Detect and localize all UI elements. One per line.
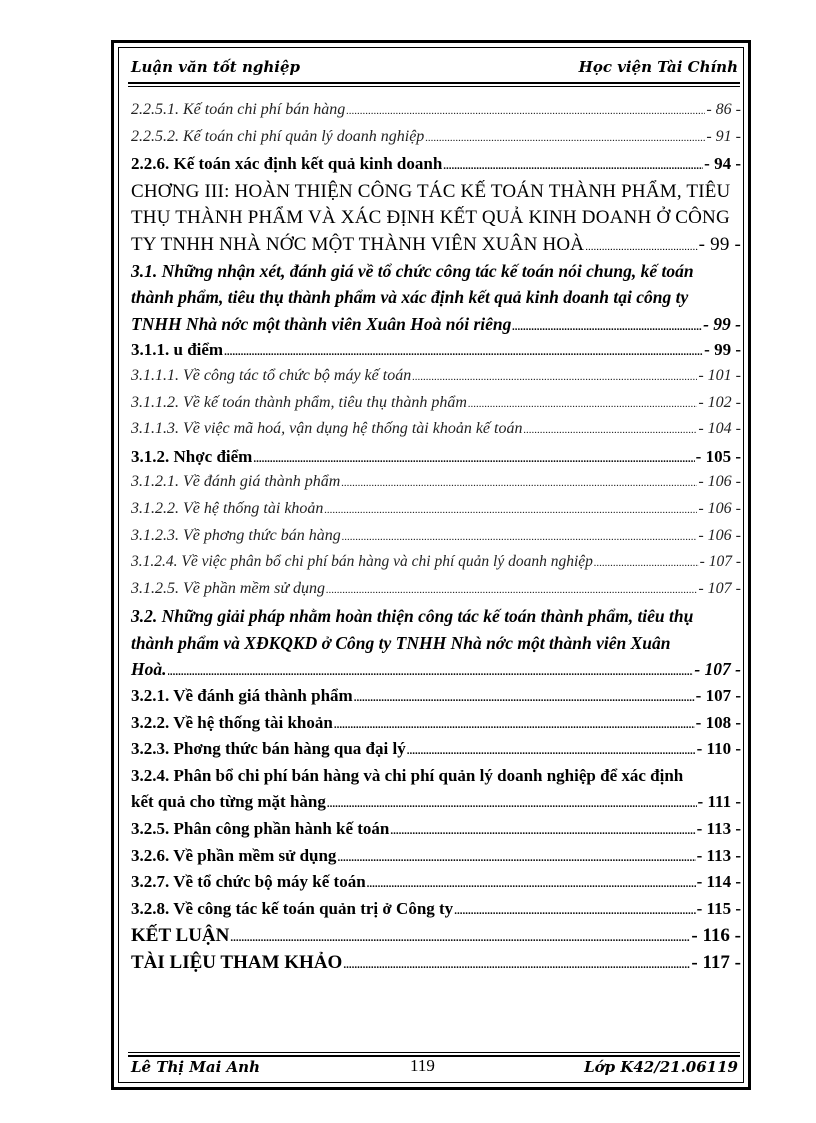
- toc-entry-page: - 99 -: [698, 233, 741, 255]
- toc-entry-page: - 99 -: [704, 340, 741, 360]
- toc-entry[interactable]: [131, 394, 741, 421]
- toc-entry-page: - 107 -: [699, 553, 741, 571]
- toc-leader: [230, 925, 690, 947]
- header-institution: Học viện Tài Chính: [578, 58, 738, 76]
- toc-leader: [523, 420, 697, 438]
- toc-entry[interactable]: [131, 686, 741, 713]
- toc-entry-title: 3.2.8. Về công tác kế toán quản trị ở Công ty: [131, 898, 454, 918]
- toc-entry-last-line: [131, 314, 741, 341]
- toc-entry[interactable]: [131, 367, 741, 394]
- toc-leader: [594, 553, 699, 571]
- toc-entry-page: - 107 -: [694, 659, 741, 680]
- toc-section-3-1[interactable]: [131, 261, 741, 341]
- toc-entry-line: 3.2. Những giải pháp nhằm hoàn thiện công tác kế toán thành phẩm, tiêu thụ: [131, 606, 694, 627]
- toc-leader: [168, 659, 694, 680]
- toc-entry-title: 2.2.5.1. Kế toán chi phí bán hàng: [131, 101, 346, 118]
- toc-entry-line: THỤ THÀNH PHẨM VÀ XÁC ĐỊNH KẾT QUẢ KINH DOANH Ở CÔNG: [131, 207, 730, 229]
- toc-entry-page: - 101 -: [698, 366, 741, 384]
- toc-entry-title: 2.2.6. Kế toán xác định kết quả kinh doanh: [131, 154, 443, 174]
- toc-leader: [412, 367, 697, 385]
- toc-entry[interactable]: [131, 739, 741, 766]
- toc-entry-title: 3.1.2. Nhợc điểm: [131, 446, 253, 466]
- toc-entry-page: - 106 -: [698, 499, 741, 517]
- toc-entry-page: - 86 -: [706, 101, 741, 118]
- toc-entry-page: - 99 -: [703, 313, 741, 334]
- toc-entry-page: - 106 -: [698, 473, 741, 491]
- toc-section-3-2[interactable]: [131, 606, 741, 686]
- toc-entry[interactable]: [131, 527, 741, 554]
- toc-entry-line: CHƠNG III: HOÀN THIỆN CÔNG TÁC KẾ TOÁN THÀNH PHẨM, TIÊU: [131, 180, 731, 202]
- toc-leader: [343, 952, 690, 974]
- toc-entry-title: 3.2.3. Phơng thức bán hàng qua đại lý: [131, 739, 406, 759]
- toc-entry-page: - 102 -: [698, 393, 741, 411]
- toc-leader: [224, 340, 703, 360]
- toc-entry-page: - 94 -: [704, 154, 741, 174]
- toc-entry-page: - 91 -: [706, 127, 741, 145]
- toc-entry-page: - 115 -: [696, 898, 741, 918]
- toc-leader: [334, 713, 695, 733]
- toc-entry[interactable]: [131, 500, 741, 527]
- toc-leader: [346, 101, 705, 119]
- toc-leader: [407, 739, 696, 759]
- toc-entry-title: 3.2.2. Về hệ thống tài khoản: [131, 712, 333, 732]
- toc-entry[interactable]: [131, 473, 741, 500]
- toc-entry-page: - 108 -: [695, 712, 741, 732]
- toc-entry-page: - 117 -: [691, 952, 741, 973]
- footer-author: Lê Thị Mai Anh: [131, 1058, 260, 1076]
- toc-entry[interactable]: [131, 128, 741, 155]
- toc-entry[interactable]: [131, 447, 741, 474]
- toc-entry-page: - 113 -: [696, 845, 741, 865]
- header-divider: [128, 82, 740, 84]
- header-divider-thin: [128, 86, 740, 87]
- toc-entry-title: 3.1.1. u điểm: [131, 340, 224, 360]
- toc-leader: [425, 128, 705, 146]
- toc-leader: [341, 473, 697, 491]
- toc-entry-title: 3.1.2.5. Về phần mềm sử dụng: [131, 579, 326, 597]
- toc-entry-line: 3.2.4. Phân bổ chi phí bán hàng và chi phí quản lý doanh nghiệp để xác định: [131, 765, 684, 785]
- toc-entry-title: 3.1.2.4. Về việc phân bổ chi phí bán hàng và chi phí quản lý doanh nghiệp: [131, 553, 593, 571]
- toc-entry-page: - 111 -: [697, 792, 741, 812]
- toc-leader: [337, 846, 695, 866]
- toc-leader: [342, 527, 698, 545]
- toc-entry-title: 3.1.1.1. Về công tác tổ chức bộ máy kế toán: [131, 366, 412, 384]
- toc-entry-title: 3.1.1.3. Về việc mã hoá, vận dụng hệ thống tài khoản kế toán: [131, 420, 523, 438]
- toc-entry[interactable]: [131, 713, 741, 740]
- toc-entry-page: - 110 -: [696, 739, 741, 759]
- footer-page-number: 119: [410, 1056, 435, 1075]
- toc-entry-title: TY TNHH NHÀ NỚC MỘT THÀNH VIÊN XUÂN HOÀ: [131, 233, 585, 255]
- toc-entry[interactable]: [131, 899, 741, 926]
- toc-entry-title: KẾT LUẬN: [131, 925, 230, 947]
- toc-entry-title: kết quả cho từng mặt hàng: [131, 792, 326, 812]
- toc-entry-title: 3.1.2.3. Về phơng thức bán hàng: [131, 526, 341, 544]
- toc-leader: [354, 686, 695, 706]
- toc-entry[interactable]: [131, 846, 741, 873]
- header-thesis-title: Luận văn tốt nghiệp: [131, 58, 300, 76]
- toc-entry[interactable]: [131, 420, 741, 447]
- toc-leader: [253, 447, 694, 467]
- toc-leader: [324, 500, 697, 518]
- toc-leader: [443, 154, 703, 174]
- toc-entry-last-line: [131, 792, 741, 819]
- toc-entry-page: - 105 -: [695, 446, 741, 466]
- toc-entry-title: Hoà.: [131, 659, 167, 680]
- toc-entry[interactable]: [131, 340, 741, 367]
- toc-leader: [454, 899, 695, 919]
- toc-leader: [585, 234, 697, 256]
- toc-leader: [327, 792, 697, 812]
- toc-entry-title: 3.1.2.2. Về hệ thống tài khoản: [131, 499, 324, 517]
- toc-leader: [512, 314, 702, 335]
- toc-leader: [390, 819, 695, 839]
- toc-chapter-3[interactable]: [131, 181, 741, 261]
- toc-entry[interactable]: [131, 553, 741, 580]
- toc-entry-title: TÀI LIỆU THAM KHẢO: [131, 952, 343, 973]
- toc-entry[interactable]: [131, 580, 741, 607]
- toc-entry-page: - 116 -: [691, 925, 741, 947]
- toc-entry-title: 3.2.5. Phân công phần hành kế toán: [131, 819, 390, 839]
- toc-entry[interactable]: [131, 952, 741, 979]
- toc-entry-line: thành phẩm và XĐKQKD ở Công ty TNHH Nhà nớc một thành viên Xuân: [131, 632, 671, 653]
- toc-leader: [468, 394, 697, 412]
- toc-entry[interactable]: [131, 101, 741, 128]
- toc-entry-line: thành phẩm, tiêu thụ thành phẩm và xác định kết quả kinh doanh tại công ty: [131, 287, 689, 308]
- toc-leader: [326, 580, 697, 598]
- toc-entry-title: 3.1.1.2. Về kế toán thành phẩm, tiêu thụ thành phẩm: [131, 393, 467, 411]
- toc-entry-last-line: [131, 234, 741, 261]
- toc-entry-title: TNHH Nhà nớc một thành viên Xuân Hoà nói riêng: [131, 313, 512, 334]
- toc-leader: [367, 872, 696, 892]
- toc-entry[interactable]: [131, 925, 741, 952]
- toc-entry-line: 3.1. Những nhận xét, đánh giá về tổ chức công tác kế toán nói chung, kế toán: [131, 260, 694, 281]
- toc-entry-title: 3.1.2.1. Về đánh giá thành phẩm: [131, 473, 341, 491]
- toc-entry-title: 3.2.1. Về đánh giá thành phẩm: [131, 686, 353, 706]
- toc-entry-title: 3.2.7. Về tổ chức bộ máy kế toán: [131, 872, 366, 892]
- toc-entry-page: - 104 -: [698, 420, 741, 438]
- footer-class: Lớp K42/21.06119: [584, 1058, 738, 1076]
- toc-entry-page: - 107 -: [695, 686, 741, 706]
- toc-entry[interactable]: [131, 819, 741, 846]
- toc-entry-page: - 106 -: [698, 526, 741, 544]
- toc-entry-last-line: [131, 659, 741, 686]
- toc-entry-page: - 114 -: [696, 872, 741, 892]
- toc-entry[interactable]: [131, 154, 741, 181]
- footer-divider-thin: [128, 1052, 740, 1053]
- toc-entry-page: - 113 -: [696, 819, 741, 839]
- toc-entry-title: 3.2.6. Về phần mềm sử dụng: [131, 845, 337, 865]
- toc-entry-3-2-4[interactable]: [131, 766, 741, 819]
- toc-entry-title: 2.2.5.2. Kế toán chi phí quản lý doanh nghiệp: [131, 127, 425, 145]
- toc-entry[interactable]: [131, 872, 741, 899]
- table-of-contents: [131, 101, 741, 979]
- toc-entry-page: - 107 -: [698, 579, 741, 597]
